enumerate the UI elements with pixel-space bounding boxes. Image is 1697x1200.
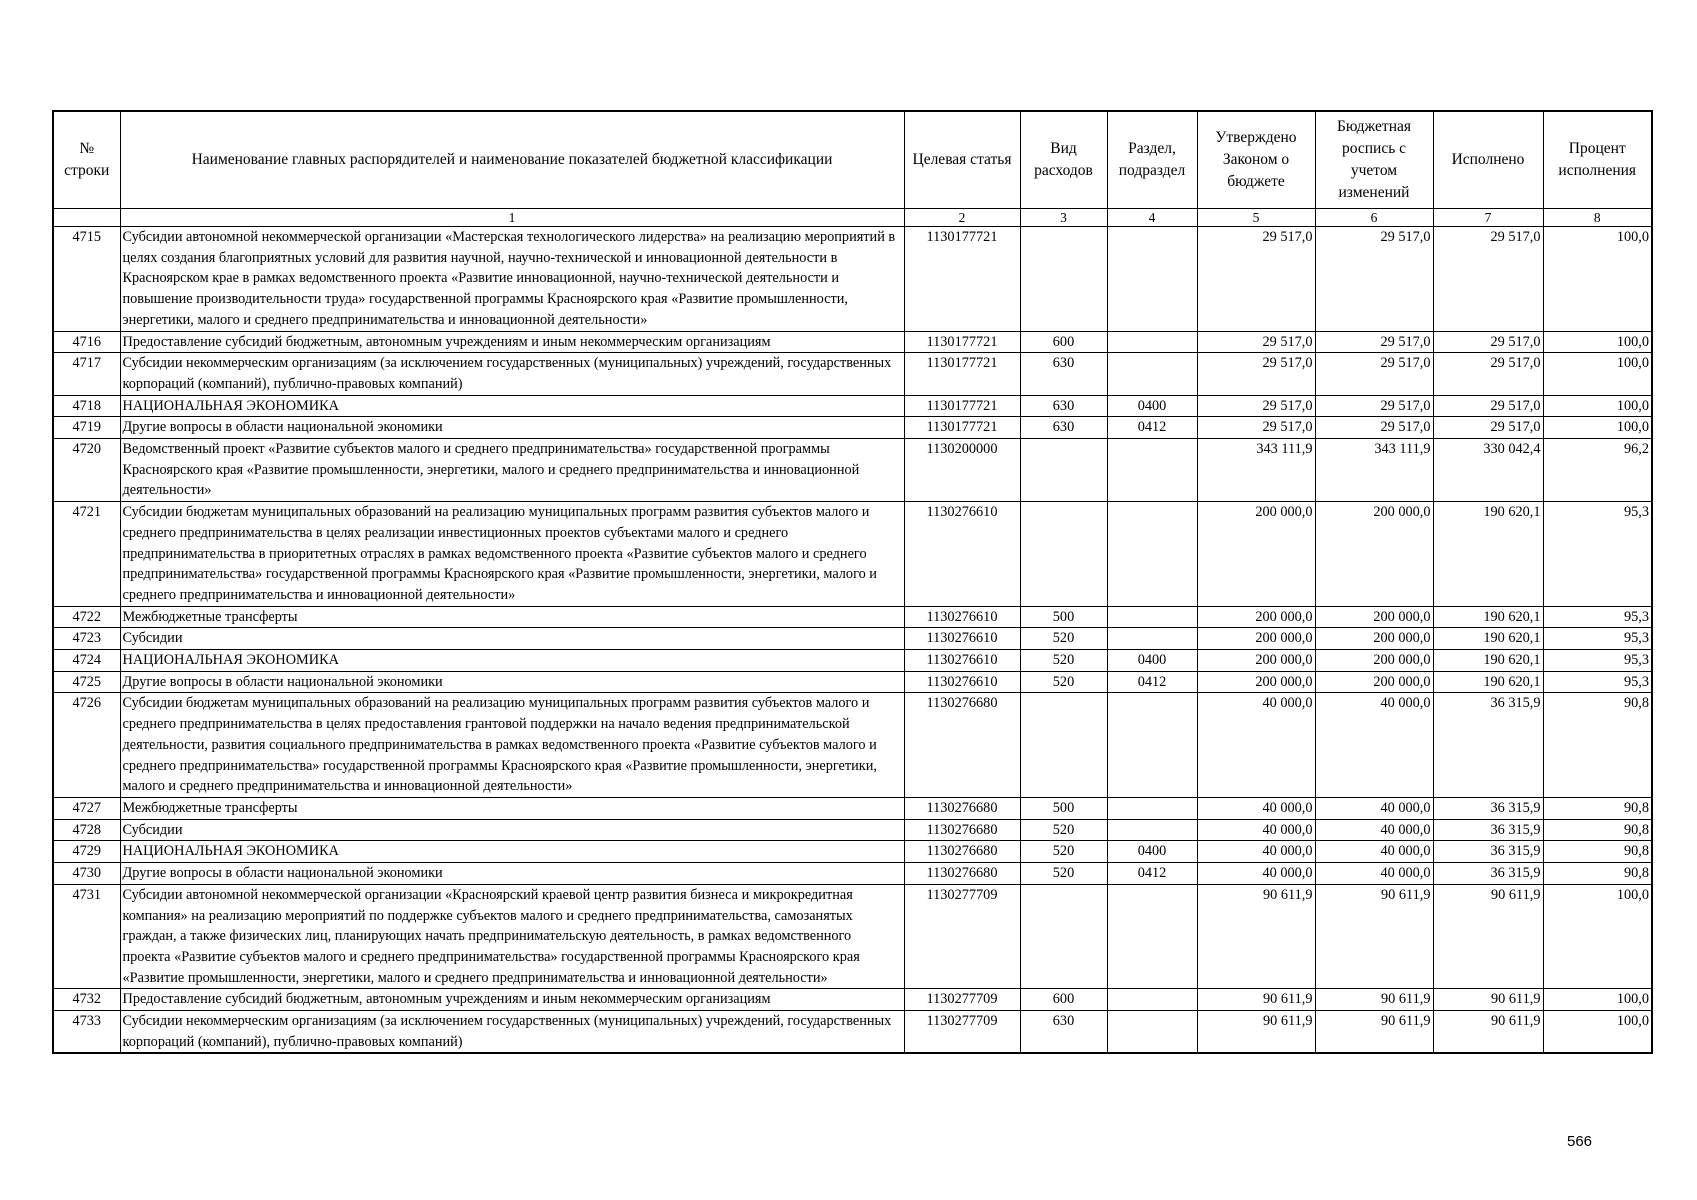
table-row bbox=[53, 331, 1652, 353]
section-cell: 0400 bbox=[1107, 650, 1197, 672]
target-article-cell: 1130276610 bbox=[904, 671, 1020, 693]
expense-type-cell: 500 bbox=[1020, 606, 1107, 628]
row-name-cell: Субсидии бюджетам муниципальных образований на реализацию муниципальных программ развития субъектов малого и среднего предпринимательства в целях предоставления грантовой поддержки на начало ведения предпринимательской деятельности, развития социального предпринимательства в рамках ведомственного проекта «Развитие субъектов малого и среднего предпринимательства» государственной программы Красноярского края «Развитие промышленности, энергетики, малого и среднего предпринимательства и инновационной деятельности» bbox=[120, 693, 904, 798]
percent-cell: 95,3 bbox=[1543, 628, 1652, 650]
row-number-cell: 4720 bbox=[53, 439, 120, 502]
row-number-cell: 4726 bbox=[53, 693, 120, 798]
row-name-cell: НАЦИОНАЛЬНАЯ ЭКОНОМИКА bbox=[120, 841, 904, 863]
table-row bbox=[53, 819, 1652, 841]
expense-type-cell: 630 bbox=[1020, 395, 1107, 417]
budget-schedule-cell: 200 000,0 bbox=[1315, 650, 1433, 672]
section-cell bbox=[1107, 628, 1197, 650]
table-row bbox=[53, 606, 1652, 628]
section-cell bbox=[1107, 606, 1197, 628]
budget-schedule-cell: 29 517,0 bbox=[1315, 227, 1433, 332]
header-row-number: № строки bbox=[53, 111, 120, 209]
header-approved: Утверждено Законом о бюджете bbox=[1197, 111, 1315, 209]
expense-type-cell: 600 bbox=[1020, 331, 1107, 353]
section-cell bbox=[1107, 693, 1197, 798]
column-number: 8 bbox=[1543, 209, 1652, 227]
target-article-cell: 1130276610 bbox=[904, 606, 1020, 628]
section-cell bbox=[1107, 227, 1197, 332]
target-article-cell: 1130276610 bbox=[904, 650, 1020, 672]
budget-schedule-cell: 200 000,0 bbox=[1315, 606, 1433, 628]
target-article-cell: 1130177721 bbox=[904, 353, 1020, 395]
row-number-cell: 4729 bbox=[53, 841, 120, 863]
header-budget-schedule: Бюджетная роспись с учетом изменений bbox=[1315, 111, 1433, 209]
target-article-cell: 1130177721 bbox=[904, 227, 1020, 332]
expense-type-cell: 520 bbox=[1020, 863, 1107, 885]
percent-cell: 100,0 bbox=[1543, 353, 1652, 395]
table-row bbox=[53, 671, 1652, 693]
target-article-cell: 1130277709 bbox=[904, 989, 1020, 1011]
row-name-cell: Ведомственный проект «Развитие субъектов малого и среднего предпринимательства» государственной программы Красноярского края «Развитие промышленности, энергетики, малого и среднего предпринимательства и инновационной деятельности» bbox=[120, 439, 904, 502]
target-article-cell: 1130177721 bbox=[904, 331, 1020, 353]
executed-cell: 90 611,9 bbox=[1433, 884, 1543, 989]
executed-cell: 190 620,1 bbox=[1433, 650, 1543, 672]
percent-cell: 100,0 bbox=[1543, 1011, 1652, 1054]
column-number-row bbox=[53, 209, 1652, 227]
row-number-cell: 4715 bbox=[53, 227, 120, 332]
percent-cell: 95,3 bbox=[1543, 502, 1652, 607]
target-article-cell: 1130200000 bbox=[904, 439, 1020, 502]
approved-cell: 90 611,9 bbox=[1197, 1011, 1315, 1054]
approved-cell: 40 000,0 bbox=[1197, 693, 1315, 798]
table-row bbox=[53, 841, 1652, 863]
expense-type-cell: 520 bbox=[1020, 819, 1107, 841]
percent-cell: 100,0 bbox=[1543, 989, 1652, 1011]
approved-cell: 29 517,0 bbox=[1197, 331, 1315, 353]
section-cell bbox=[1107, 1011, 1197, 1054]
section-cell bbox=[1107, 331, 1197, 353]
target-article-cell: 1130276680 bbox=[904, 819, 1020, 841]
expense-type-cell: 500 bbox=[1020, 797, 1107, 819]
table-row bbox=[53, 439, 1652, 502]
section-cell: 0412 bbox=[1107, 671, 1197, 693]
expense-type-cell: 600 bbox=[1020, 989, 1107, 1011]
table-row bbox=[53, 863, 1652, 885]
table-row bbox=[53, 989, 1652, 1011]
header-expense-type: Вид расходов bbox=[1020, 111, 1107, 209]
row-name-cell: Межбюджетные трансферты bbox=[120, 606, 904, 628]
column-number: 5 bbox=[1197, 209, 1315, 227]
expense-type-cell bbox=[1020, 884, 1107, 989]
row-number-cell: 4716 bbox=[53, 331, 120, 353]
section-cell bbox=[1107, 797, 1197, 819]
column-number-empty bbox=[53, 209, 120, 227]
budget-schedule-cell: 40 000,0 bbox=[1315, 841, 1433, 863]
row-number-cell: 4717 bbox=[53, 353, 120, 395]
row-name-cell: НАЦИОНАЛЬНАЯ ЭКОНОМИКА bbox=[120, 650, 904, 672]
approved-cell: 200 000,0 bbox=[1197, 671, 1315, 693]
row-name-cell: Субсидии бюджетам муниципальных образований на реализацию муниципальных программ развития субъектов малого и среднего предпринимательства в целях реализации инвестиционных проектов субъектами малого и среднего предпринимательства в приоритетных отраслях в рамках ведомственного проекта «Развитие субъектов малого и среднего предпринимательства» государственной программы Красноярского края «Развитие промышленности, энергетики, малого и среднего предпринимательства и инновационной деятельности» bbox=[120, 502, 904, 607]
budget-schedule-cell: 200 000,0 bbox=[1315, 671, 1433, 693]
column-number: 7 bbox=[1433, 209, 1543, 227]
executed-cell: 29 517,0 bbox=[1433, 227, 1543, 332]
section-cell: 0400 bbox=[1107, 395, 1197, 417]
section-cell bbox=[1107, 502, 1197, 607]
executed-cell: 29 517,0 bbox=[1433, 331, 1543, 353]
approved-cell: 29 517,0 bbox=[1197, 227, 1315, 332]
row-number-cell: 4718 bbox=[53, 395, 120, 417]
budget-schedule-cell: 29 517,0 bbox=[1315, 331, 1433, 353]
approved-cell: 29 517,0 bbox=[1197, 395, 1315, 417]
target-article-cell: 1130277709 bbox=[904, 884, 1020, 989]
budget-table bbox=[52, 110, 1653, 1054]
section-cell bbox=[1107, 353, 1197, 395]
row-name-cell: Субсидии некоммерческим организациям (за исключением государственных (муниципальных) учреждений, государственных корпораций (компаний), публично-правовых компаний) bbox=[120, 353, 904, 395]
row-number-cell: 4721 bbox=[53, 502, 120, 607]
row-number-cell: 4727 bbox=[53, 797, 120, 819]
executed-cell: 29 517,0 bbox=[1433, 353, 1543, 395]
row-name-cell: Субсидии автономной некоммерческой организации «Мастерская технологического лидерства» на реализацию мероприятий в целях создания благоприятных условий для развития научной, научно-технической и инновационной деятельности в Красноярском крае в рамках ведомственного проекта «Развитие инновационной, научно-технической деятельности и повышение производительности труда» государственной программы Красноярского края «Развитие промышленности, энергетики, малого и среднего предпринимательства и инновационной деятельности» bbox=[120, 227, 904, 332]
expense-type-cell bbox=[1020, 227, 1107, 332]
expense-type-cell: 630 bbox=[1020, 353, 1107, 395]
percent-cell: 95,3 bbox=[1543, 671, 1652, 693]
executed-cell: 36 315,9 bbox=[1433, 797, 1543, 819]
approved-cell: 90 611,9 bbox=[1197, 884, 1315, 989]
expense-type-cell bbox=[1020, 502, 1107, 607]
row-name-cell: Другие вопросы в области национальной экономики bbox=[120, 671, 904, 693]
approved-cell: 200 000,0 bbox=[1197, 650, 1315, 672]
executed-cell: 90 611,9 bbox=[1433, 989, 1543, 1011]
header-executed: Исполнено bbox=[1433, 111, 1543, 209]
budget-schedule-cell: 90 611,9 bbox=[1315, 1011, 1433, 1054]
section-cell: 0412 bbox=[1107, 417, 1197, 439]
target-article-cell: 1130276610 bbox=[904, 502, 1020, 607]
executed-cell: 36 315,9 bbox=[1433, 693, 1543, 798]
percent-cell: 95,3 bbox=[1543, 650, 1652, 672]
target-article-cell: 1130276680 bbox=[904, 693, 1020, 798]
budget-schedule-cell: 343 111,9 bbox=[1315, 439, 1433, 502]
column-number: 6 bbox=[1315, 209, 1433, 227]
budget-schedule-cell: 200 000,0 bbox=[1315, 502, 1433, 607]
section-cell bbox=[1107, 819, 1197, 841]
table-row bbox=[53, 797, 1652, 819]
executed-cell: 90 611,9 bbox=[1433, 1011, 1543, 1054]
table-row bbox=[53, 502, 1652, 607]
percent-cell: 90,8 bbox=[1543, 693, 1652, 798]
row-name-cell: НАЦИОНАЛЬНАЯ ЭКОНОМИКА bbox=[120, 395, 904, 417]
row-name-cell: Субсидии bbox=[120, 819, 904, 841]
approved-cell: 200 000,0 bbox=[1197, 502, 1315, 607]
percent-cell: 100,0 bbox=[1543, 331, 1652, 353]
target-article-cell: 1130276610 bbox=[904, 628, 1020, 650]
header-section: Раздел, подраздел bbox=[1107, 111, 1197, 209]
column-number: 4 bbox=[1107, 209, 1197, 227]
percent-cell: 90,8 bbox=[1543, 819, 1652, 841]
executed-cell: 190 620,1 bbox=[1433, 502, 1543, 607]
target-article-cell: 1130177721 bbox=[904, 417, 1020, 439]
percent-cell: 90,8 bbox=[1543, 797, 1652, 819]
column-number: 1 bbox=[120, 209, 904, 227]
budget-schedule-cell: 29 517,0 bbox=[1315, 395, 1433, 417]
row-name-cell: Предоставление субсидий бюджетным, автономным учреждениям и иным некоммерческим организациям bbox=[120, 989, 904, 1011]
row-number-cell: 4731 bbox=[53, 884, 120, 989]
table-row bbox=[53, 628, 1652, 650]
section-cell: 0412 bbox=[1107, 863, 1197, 885]
approved-cell: 200 000,0 bbox=[1197, 628, 1315, 650]
section-cell bbox=[1107, 884, 1197, 989]
percent-cell: 100,0 bbox=[1543, 227, 1652, 332]
approved-cell: 343 111,9 bbox=[1197, 439, 1315, 502]
executed-cell: 36 315,9 bbox=[1433, 819, 1543, 841]
budget-schedule-cell: 29 517,0 bbox=[1315, 417, 1433, 439]
percent-cell: 90,8 bbox=[1543, 841, 1652, 863]
budget-schedule-cell: 90 611,9 bbox=[1315, 989, 1433, 1011]
row-name-cell: Другие вопросы в области национальной экономики bbox=[120, 417, 904, 439]
budget-schedule-cell: 40 000,0 bbox=[1315, 819, 1433, 841]
table-row bbox=[53, 353, 1652, 395]
executed-cell: 36 315,9 bbox=[1433, 841, 1543, 863]
executed-cell: 29 517,0 bbox=[1433, 417, 1543, 439]
section-cell bbox=[1107, 439, 1197, 502]
target-article-cell: 1130276680 bbox=[904, 797, 1020, 819]
budget-schedule-cell: 200 000,0 bbox=[1315, 628, 1433, 650]
expense-type-cell: 630 bbox=[1020, 1011, 1107, 1054]
row-number-cell: 4725 bbox=[53, 671, 120, 693]
expense-type-cell bbox=[1020, 439, 1107, 502]
row-name-cell: Субсидии некоммерческим организациям (за исключением государственных (муниципальных) учреждений, государственных корпораций (компаний), публично-правовых компаний) bbox=[120, 1011, 904, 1054]
percent-cell: 100,0 bbox=[1543, 395, 1652, 417]
table-row bbox=[53, 650, 1652, 672]
approved-cell: 40 000,0 bbox=[1197, 841, 1315, 863]
executed-cell: 330 042,4 bbox=[1433, 439, 1543, 502]
table-row bbox=[53, 417, 1652, 439]
row-name-cell: Субсидии автономной некоммерческой организации «Красноярский краевой центр развития бизнеса и микрокредитная компания» на реализацию мероприятий по поддержке субъектов малого и среднего предпринимательства, самозанятых граждан, а также физических лиц, планирующих начать предпринимательскую деятельность, в рамках ведомственного проекта «Развитие субъектов малого и среднего предпринимательства» государственной программы Красноярского края «Развитие промышленности, энергетики, малого и среднего предпринимательства и инновационной деятельности» bbox=[120, 884, 904, 989]
percent-cell: 96,2 bbox=[1543, 439, 1652, 502]
budget-schedule-cell: 40 000,0 bbox=[1315, 797, 1433, 819]
section-cell bbox=[1107, 989, 1197, 1011]
expense-type-cell: 520 bbox=[1020, 671, 1107, 693]
percent-cell: 90,8 bbox=[1543, 863, 1652, 885]
row-number-cell: 4732 bbox=[53, 989, 120, 1011]
executed-cell: 29 517,0 bbox=[1433, 395, 1543, 417]
row-number-cell: 4733 bbox=[53, 1011, 120, 1054]
target-article-cell: 1130177721 bbox=[904, 395, 1020, 417]
budget-schedule-cell: 40 000,0 bbox=[1315, 693, 1433, 798]
executed-cell: 190 620,1 bbox=[1433, 671, 1543, 693]
row-name-cell: Межбюджетные трансферты bbox=[120, 797, 904, 819]
target-article-cell: 1130276680 bbox=[904, 863, 1020, 885]
header-target-article: Целевая статья bbox=[904, 111, 1020, 209]
row-name-cell: Субсидии bbox=[120, 628, 904, 650]
approved-cell: 40 000,0 bbox=[1197, 797, 1315, 819]
page-number: 566 bbox=[1567, 1133, 1593, 1150]
row-number-cell: 4722 bbox=[53, 606, 120, 628]
table-header-row bbox=[53, 111, 1652, 209]
executed-cell: 36 315,9 bbox=[1433, 863, 1543, 885]
approved-cell: 200 000,0 bbox=[1197, 606, 1315, 628]
approved-cell: 40 000,0 bbox=[1197, 863, 1315, 885]
executed-cell: 190 620,1 bbox=[1433, 606, 1543, 628]
row-number-cell: 4730 bbox=[53, 863, 120, 885]
expense-type-cell: 630 bbox=[1020, 417, 1107, 439]
header-percent: Процент исполнения bbox=[1543, 111, 1652, 209]
row-number-cell: 4728 bbox=[53, 819, 120, 841]
row-number-cell: 4723 bbox=[53, 628, 120, 650]
column-number: 3 bbox=[1020, 209, 1107, 227]
row-number-cell: 4724 bbox=[53, 650, 120, 672]
section-cell: 0400 bbox=[1107, 841, 1197, 863]
approved-cell: 90 611,9 bbox=[1197, 989, 1315, 1011]
budget-schedule-cell: 40 000,0 bbox=[1315, 863, 1433, 885]
table-body bbox=[53, 227, 1652, 1054]
percent-cell: 100,0 bbox=[1543, 417, 1652, 439]
row-name-cell: Предоставление субсидий бюджетным, автономным учреждениям и иным некоммерческим организациям bbox=[120, 331, 904, 353]
expense-type-cell: 520 bbox=[1020, 841, 1107, 863]
budget-schedule-cell: 29 517,0 bbox=[1315, 353, 1433, 395]
table-row bbox=[53, 227, 1652, 332]
table-row bbox=[53, 395, 1652, 417]
table-row bbox=[53, 693, 1652, 798]
target-article-cell: 1130276680 bbox=[904, 841, 1020, 863]
expense-type-cell: 520 bbox=[1020, 628, 1107, 650]
header-name: Наименование главных распорядителей и наименование показателей бюджетной классификации bbox=[120, 111, 904, 209]
table-row bbox=[53, 1011, 1652, 1054]
row-name-cell: Другие вопросы в области национальной экономики bbox=[120, 863, 904, 885]
budget-schedule-cell: 90 611,9 bbox=[1315, 884, 1433, 989]
percent-cell: 95,3 bbox=[1543, 606, 1652, 628]
expense-type-cell bbox=[1020, 693, 1107, 798]
table-row bbox=[53, 884, 1652, 989]
column-number: 2 bbox=[904, 209, 1020, 227]
approved-cell: 29 517,0 bbox=[1197, 417, 1315, 439]
approved-cell: 29 517,0 bbox=[1197, 353, 1315, 395]
approved-cell: 40 000,0 bbox=[1197, 819, 1315, 841]
row-number-cell: 4719 bbox=[53, 417, 120, 439]
percent-cell: 100,0 bbox=[1543, 884, 1652, 989]
target-article-cell: 1130277709 bbox=[904, 1011, 1020, 1054]
executed-cell: 190 620,1 bbox=[1433, 628, 1543, 650]
expense-type-cell: 520 bbox=[1020, 650, 1107, 672]
